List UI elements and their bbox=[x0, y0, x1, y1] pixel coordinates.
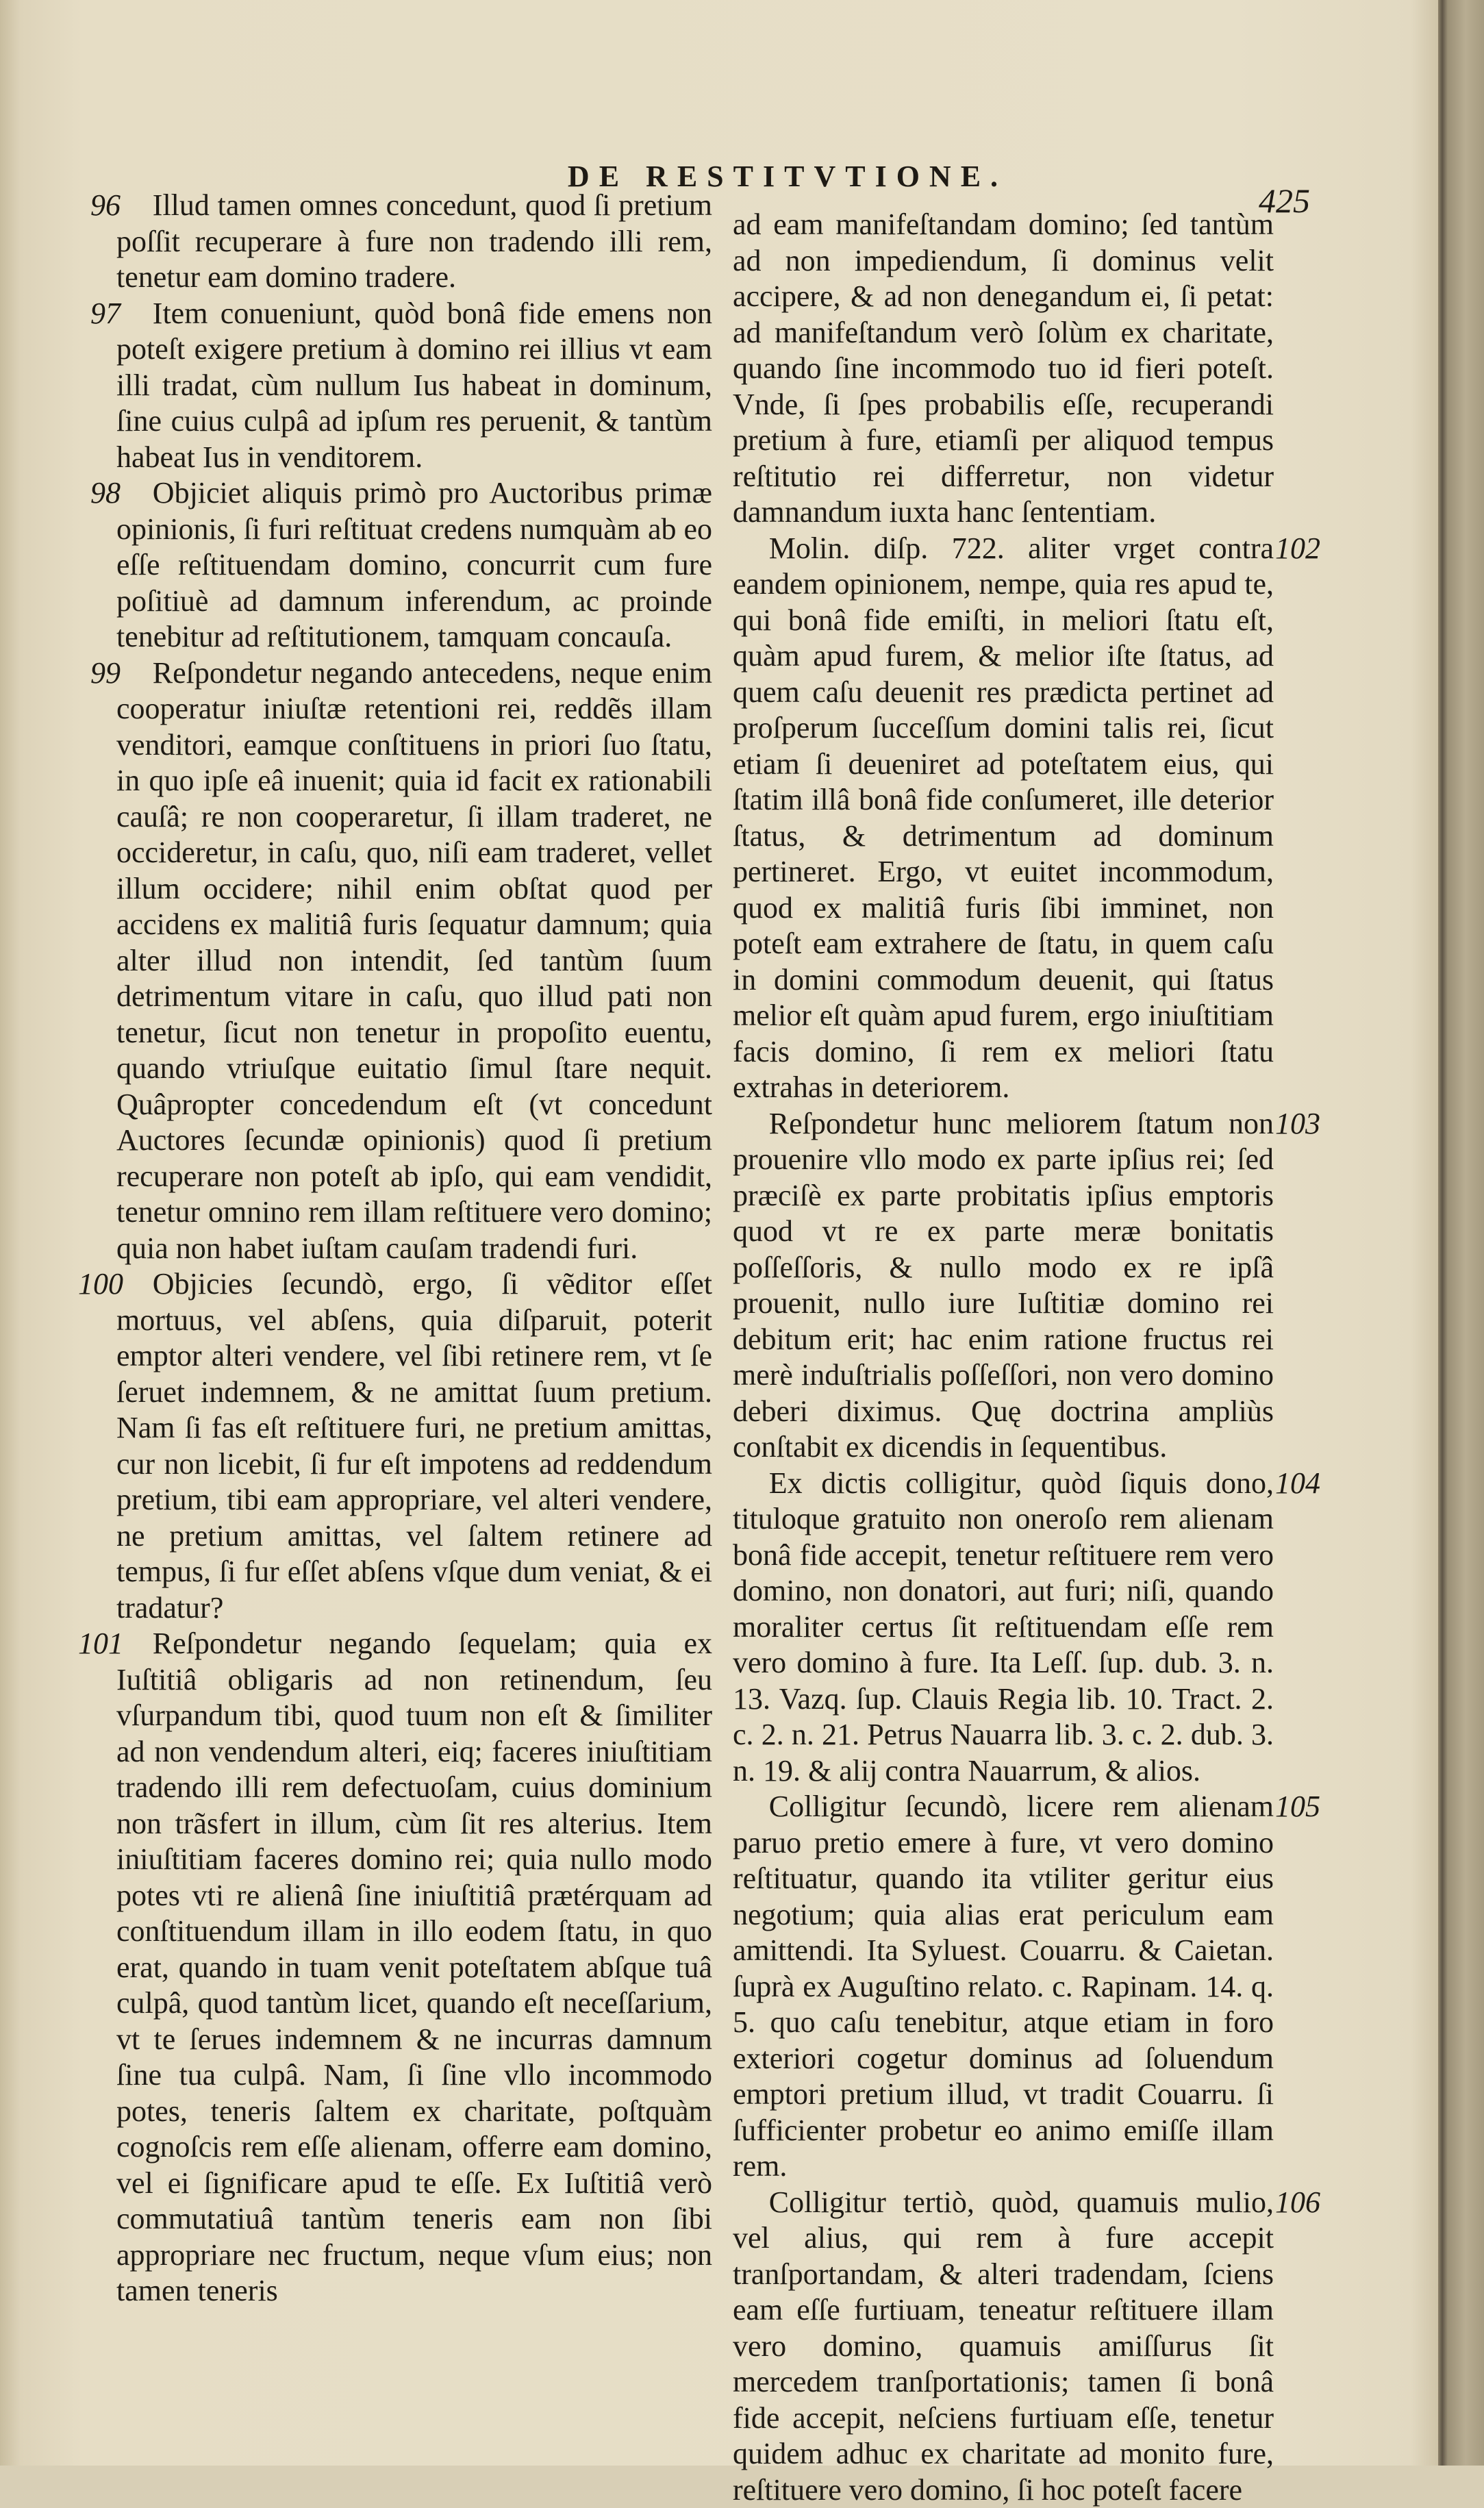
margin-number: 96 bbox=[90, 188, 121, 223]
margin-number: 106 bbox=[1275, 2185, 1320, 2220]
paragraph: Reſpondetur hunc meliorem ſtatum non prouenire vllo modo ex parte ipſius rei; ſed præciſè ex parte probitatis ipſius emptoris quod vt re ex parte meræ bonitatis poſſeſſoris, & nullo modo ex re ipſâ prouenit, nullo iure Iuſtitiæ domino rei debitum erit; hac enim ratione fructus rei merè induſtrialis poſſeſſori, non vero domino deberi diximus. Quę doctrina ampliùs conſtabit ex dicendis in ſequentibus. bbox=[733, 1106, 1274, 1466]
paragraph: Molin. diſp. 722. aliter vrget contra eandem opinionem, nempe, quia res apud te, qui bonâ fide emiſti, in meliori ſtatu eſt, quàm apud furem, & melior iſte ſtatus, ad quem caſu deuenit res prædicta pertinet ad proſperum ſucceſſum domini talis rei, ſicut etiam ſi deueniret ad poteſtatem eius, qui ſtatim illâ bonâ fide conſumeret, ille deterior ſtatus, & detrimentum ad dominum pertineret. Ergo, vt euitet incommodum, quod ex malitiâ furis ſibi imminet, non poteſt eam extrahere de ſtatu, in quem caſu in domini commodum deuenit, qui ſtatus melior eſt quàm apud furem, ergo iniuſtitiam facis domino, ſi rem ex meliori ſtatu extrahas in deteriorem. bbox=[733, 531, 1274, 1106]
left-column bbox=[116, 188, 712, 2309]
paragraph: Item conueniunt, quòd bonâ fide emens non poteſt exigere pretium à domino rei illius vt eam illi tradat, cùm nullum Ius habeat in dominum, ſine cuius culpâ ad ipſum res peruenit, & tantùm habeat Ius in venditorem. bbox=[116, 296, 712, 476]
margin-number: 104 bbox=[1275, 1466, 1320, 1501]
paragraph: Colligitur ſecundò, licere rem alienam paruo pretio emere à fure, vt vero domino reſtituatur, quando ita vtiliter geritur eius negotium; quia alias erat periculum eam amittendi. Ita Syluest. Couarru. & Caietan. ſuprà ex Auguſtino relato. c. Rapinam. 14. q. 5. quo caſu tenebitur, atque etiam in foro exteriori cogetur dominus ad ſoluendum emptori pretium illud, vt tradit Couarru. ſi ſufficienter probetur eo animo emiſſe illam rem. bbox=[733, 1789, 1274, 2185]
margin-number: 97 bbox=[90, 296, 121, 331]
paragraph: Ex dictis colligitur, quòd ſiquis dono, tituloque gratuito non oneroſo rem alienam bonâ fide accepit, tenetur reſtituere rem vero domino, non donatori, aut furi; niſi, quando moraliter certus ſit reſtituendam eſſe rem vero domino à fure. Ita Leſſ. ſup. dub. 3. n. 13. Vazq. ſup. Clauis Regia lib. 10. Tract. 2. c. 2. n. 21. Petrus Nauarra lib. 3. c. 2. dub. 3. n. 19. & alij contra Nauarrum, & alios. bbox=[733, 1466, 1274, 1790]
paragraph: Objiciet aliquis primò pro Auctoribus primæ opinionis, ſi furi reſtituat credens numquàm ab eo eſſe reſtituendam domino, concurrit cum fure poſitiuè ad damnum inferendum, ac proinde tenebitur ad reſtitutionem, tamquam concauſa. bbox=[116, 475, 712, 655]
right-column bbox=[733, 207, 1274, 2508]
margin-number: 98 bbox=[90, 475, 121, 510]
book-spine bbox=[1438, 0, 1484, 2466]
running-header: DE RESTITVTIONE. bbox=[541, 159, 1034, 194]
margin-number: 101 bbox=[78, 1626, 123, 1661]
margin-number: 105 bbox=[1275, 1789, 1320, 1824]
paragraph: ad eam manifeſtandam domino; ſed tantùm ad non impediendum, ſi dominus velit accipere, & ad non denegandum ei, ſi petat: ad manifeſtandum verò ſolùm ex charitate, quando ſine incommodo tuo id fieri poteſt. Vnde, ſi ſpes probabilis eſſe, recuperandi pretium à fure, etiamſi per aliquod tempus reſtitutio rei differretur, non videtur damnandum iuxta hanc ſententiam. bbox=[733, 207, 1274, 531]
margin-number: 103 bbox=[1275, 1106, 1320, 1141]
margin-number: 99 bbox=[90, 655, 121, 690]
margin-number: 100 bbox=[78, 1266, 123, 1301]
paragraph: Reſpondetur negando ſequelam; quia ex Iuſtitiâ obligaris ad non retinendum, ſeu vſurpandum tibi, quod tuum non eſt & ſimiliter ad non vendendum alteri, eiq; faceres iniuſtitiam tradendo illi rem defectuoſam, cuius dominium non trãsfert in illum, cùm ſit res alterius. Item iniuſtitiam faceres domino rei; quia nullo modo potes vti re alienâ ſine iniuſtitiâ prætérquam ad conſtituendum illam in illo eodem ſtatu, in quo erat, quando in tuam venit poteſtatem abſque tuâ culpâ, quod tantùm licet, quando eſt neceſſarium, vt te ſerues indemnem & ne incurras damnum ſine tua culpâ. Nam, ſi ſine vllo incommodo potes, teneris ſaltem ex charitate, poſtquàm cognoſcis rem eſſe alienam, offerre eam domino, vel ei ſignificare apud te eſſe. Ex Iuſtitiâ verò commutatiuâ tantùm teneris eam non ſibi appropriare nec fructum, neque vſum eius; non tamen teneris bbox=[116, 1626, 712, 2309]
paragraph: Objicies ſecundò, ergo, ſi vẽditor eſſet mortuus, vel abſens, quia diſparuit, poterit emptor alteri vendere, vel ſibi retinere rem, vt ſe ſeruet indemnem, & ne amittat ſuum pretium. Nam ſi fas eſt reſtituere furi, ne pretium amittas, cur non licebit, ſi fur eſt impotens ad reddendum pretium, tibi eam appropriare, vel alteri vendere, ne pretium amittas, vel ſaltem retinere ad tempus, ſi fur eſſet abſens vſque dum veniat, & ei tradatur? bbox=[116, 1266, 712, 1626]
paragraph: Reſpondetur negando antecedens, neque enim cooperatur iniuſtæ retentioni rei, reddẽs illam venditori, eamque conſtituens in priori ſuo ſtatu, in quo ipſe eâ inuenit; quia id facit ex rationabili cauſâ; re non cooperaretur, ſi illam traderet, ne occideretur, in caſu, quo, niſi eam traderet, vellet illum occidere; nihil enim obſtat quod per accidens ex malitiâ furis ſequatur damnum; quia alter illud non intendit, ſed tantùm ſuum detrimentum vitare in caſu, quo illud pati non tenetur, ſicut non tenetur in propoſito euentu, quando vtriuſque euitatio ſimul ſtare nequit. Quâpropter concedendum eſt (vt concedunt Auctores ſecundæ opinionis) quod ſi pretium recuperare non poteſt ab ipſo, qui eam vendidit, tenetur omnino rem illam reſtituere vero domino; quia non habet iuſtam cauſam tradendi furi. bbox=[116, 655, 712, 1267]
page-number: 425 bbox=[1259, 181, 1310, 221]
margin-number: 102 bbox=[1275, 531, 1320, 566]
paragraph: Colligitur tertiò, quòd, quamuis mulio, vel alius, qui rem à fure accepit tranſportandam, & alteri tradendam, ſciens eam eſſe furtiuam, teneatur reſtituere illam vero domino, quamuis amiſſurus ſit mercedem tranſportationis; tamen ſi bonâ fide accepit, neſciens furtiuam eſſe, tenetur quidem adhuc ex charitate ad monito fure, reſtituere vero domino, ſi hoc poteſt facere bbox=[733, 2185, 1274, 2508]
paragraph: Illud tamen omnes concedunt, quod ſi pretium poſſit recuperare à fure non tradendo illi rem, tenetur eam domino tradere. bbox=[116, 188, 712, 296]
